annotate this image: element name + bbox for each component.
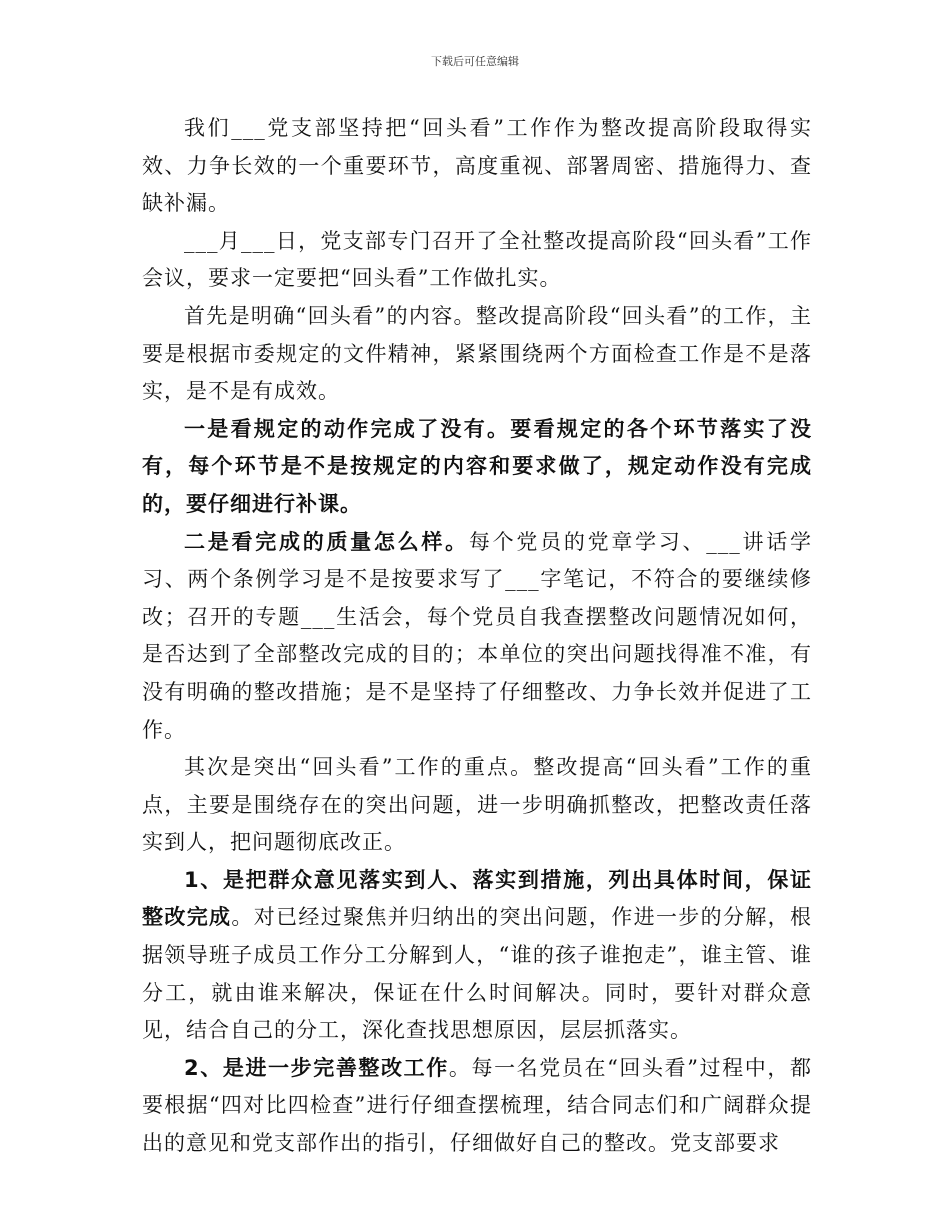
- paragraph: 我们___党支部坚持把“回头看”工作作为整改提高阶段取得实效、力争长效的一个重要环节，高度重视、部署周密、措施得力、查缺补漏。: [142, 116, 812, 216]
- paragraph: 2、是进一步完善整改工作。每一名党员在“回头看”过程中，都要根据“四对比四检查”进行仔细查摆梳理，结合同志们和广阔群众提出的意见和党支部作出的指引，仔细做好自己的整改。党支部要求: [142, 1055, 812, 1156]
- paragraph: 其次是突出“回头看”工作的重点。整改提高“回头看”工作的重点，主要是围绕存在的突出问题，进一步明确抓整改，把整改责任落实到人，把问题彻底改正。: [142, 755, 812, 855]
- page-header: 下载后可任意编辑: [431, 55, 519, 68]
- paragraph: ___月___日，党支部专门召开了全社整改提高阶段“回头看”工作会议，要求一定要把“回头看”工作做扎实。: [142, 228, 812, 291]
- paragraph: [142, 411, 812, 524]
- bold-text: 一是看规定的动作完成了没有。要看规定的各个环节落实了没有，每个环节是不是按规定的内容和要求做了，规定动作没有完成的，要仔细进行补课。: [142, 416, 812, 516]
- paragraph: 首先是明确“回头看”的内容。整改提高阶段“回头看”的工作，主要是根据市委规定的文件精神，紧紧围绕两个方面检查工作是不是落实，是不是有成效。: [142, 303, 812, 404]
- paragraph: 二是看完成的质量怎么样。每个党员的党章学习、___讲话学习、两个条例学习是不是按要求写了___字笔记，不符合的要继续修改；召开的专题___生活会，每个党员自我查摆整改问题情况如何，是否达到了全部整改完成的目的；本单位的突出问题找得准不准，有没有明确的整改措施；是不是坚持了仔细整改、力争长效并促进了工作。: [142, 529, 813, 742]
- bold-text: 二是看完成的质量怎么样。: [184, 529, 469, 554]
- document-body: [142, 110, 812, 1163]
- bold-text: 2、是进一步完善整改工作: [184, 1055, 449, 1080]
- bold-text: 1、是把群众意见落实到人、落实到措施，列出具体时间，保证整改完成: [142, 867, 812, 930]
- paragraph: 1、是把群众意见落实到人、落实到措施，列出具体时间，保证整改完成。对已经过聚焦并归纳出的突出问题，作进一步的分解，根据领导班子成员工作分工分解到人，“谁的孩子谁抱走”，谁主管、谁分工，就由谁来解决，保证在什么时间解决。同时，要针对群众意见，结合自己的分工，深化查找思想原因，层层抓落实。: [142, 867, 813, 1043]
